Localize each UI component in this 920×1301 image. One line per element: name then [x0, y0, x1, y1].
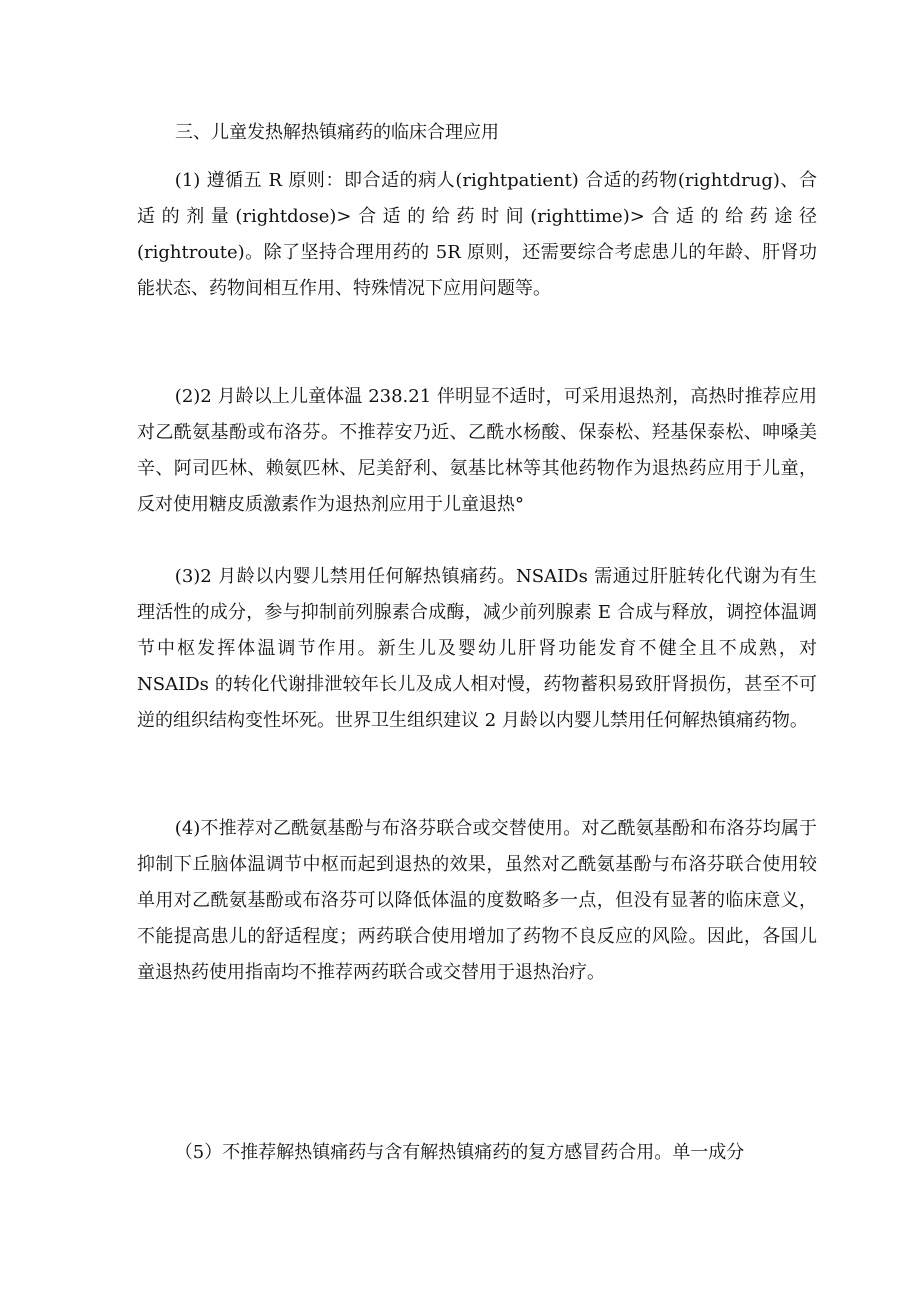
paragraph-3: (3)2 月龄以内婴儿禁用任何解热镇痛药。NSAIDs 需通过肝脏转化代谢为有生理活性的成分，参与抑制前列腺素合成酶，减少前列腺素 E 合成与释放，调控体温调节中枢发挥体温调节作用。新生儿及婴幼儿肝肾功能发育不健全且不成熟，对 NSAIDs 的转化代谢排泄较年长儿及成人相对慢，药物蓄积易致肝肾损伤，甚至不可逆的组织结构变性坏死。世界卫生组织建议 2 月龄以内婴儿禁用任何解热镇痛药物。 [137, 566, 817, 731]
paragraph-1: (1) 遵循五 R 原则：即合适的病人(rightpatient) 合适的药物(rightdrug)、合适的剂量(rightdose)>合适的给药时间(righttime)>合适的给药途径(rightroute)。除了坚持合理用药的 5R 原则，还需要综合考虑患儿的年龄、肝肾功能状态、药物间相互作用、特殊情况下应用问题等。 [137, 170, 817, 299]
paragraph-5: （5）不推荐解热镇痛药与含有解热镇痛药的复方感冒药合用。单一成分 [174, 1142, 745, 1163]
paragraph-2: (2)2 月龄以上儿童体温 238.21 伴明显不适时，可采用退热剂，高热时推荐应用对乙酰氨基酚或布洛芬。不推荐安乃近、乙酰水杨酸、保泰松、羟基保泰松、呻嗓美辛、阿司匹林、赖氨匹林、尼美舒利、氨基比林等其他药物作为退热药应用于儿童，反对使用糖皮质激素作为退热剂应用于儿童退热° [137, 386, 817, 515]
paragraph-4: (4)不推荐对乙酰氨基酚与布洛芬联合或交替使用。对乙酰氨基酚和布洛芬均属于抑制下丘脑体温调节中枢而起到退热的效果，虽然对乙酰氨基酚与布洛芬联合使用较单用对乙酰氨基酚或布洛芬可以降低体温的度数略多一点，但没有显著的临床意义，不能提高患儿的舒适程度；两药联合使用增加了药物不良反应的风险。因此，各国儿童退热药使用指南均不推荐两药联合或交替用于退热治疗。 [137, 818, 817, 983]
section-heading: 三、儿童发热解热镇痛药的临床合理应用 [175, 122, 499, 143]
